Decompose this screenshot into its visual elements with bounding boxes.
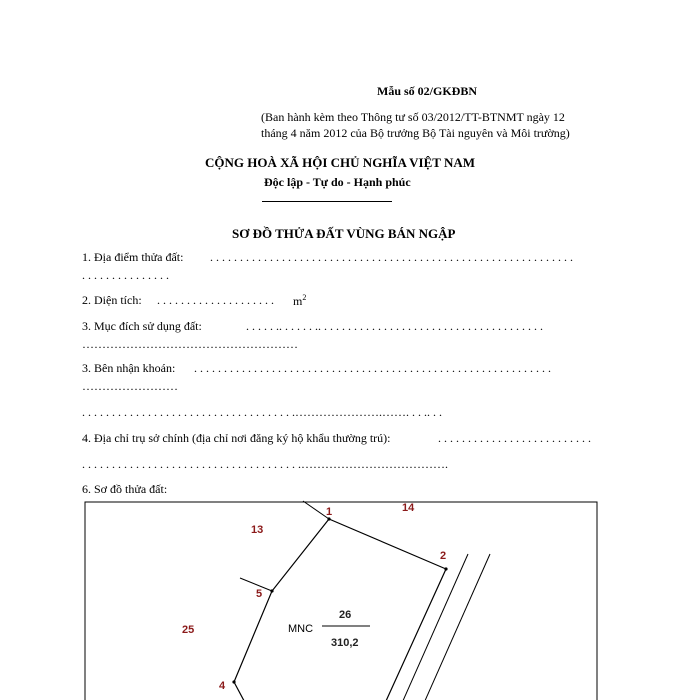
form-code: Mẫu số 02/GKĐBN — [377, 84, 478, 98]
issued-note-line2: tháng 4 năm 2012 của Bộ trưởng Bộ Tài nguyên và Môi trường) — [261, 126, 570, 140]
purpose-label: 3. Mục đích sử dụng đất: — [82, 319, 202, 333]
road-edge-2 — [420, 554, 490, 700]
point-4-label: 4 — [219, 680, 226, 692]
point-2-label: 2 — [440, 550, 447, 562]
address-label: 4. Địa chỉ trụ sở chính (địa chỉ nơi đăng ký hộ khẩu thường trú): — [82, 431, 391, 445]
purpose-fill-line2[interactable]: ……………………………………………… — [82, 337, 298, 351]
purpose-fill-line1[interactable]: . . . . . .. . . . . . .. . . . . . . . . . . . . . . . . . . . . . . . . . . . . . . . . . . . . . — [246, 319, 543, 333]
neighbor-14-label: 14 — [402, 502, 415, 514]
parcel-boundary-west — [234, 519, 329, 700]
document-title: SƠ ĐỒ THỬA ĐẤT VÙNG BÁN NGẬP — [232, 226, 456, 241]
nation-title: CỘNG HOÀ XÃ HỘI CHỦ NGHĨA VIỆT NAM — [205, 155, 476, 170]
recipient-label: 3. Bên nhận khoán: — [82, 361, 176, 375]
parcel-area-value: 310,2 — [331, 637, 359, 649]
neighbor-25-label: 25 — [182, 624, 195, 636]
recipient-fill-line2[interactable]: …………………… — [82, 379, 178, 393]
recipient-fill-line1[interactable]: . . . . . . . . . . . . . . . . . . . . . . . . . . . . . . . . . . . . . . . . . . . . . . . . . . . . . . . . . . . . — [194, 361, 551, 375]
address-fill-line2[interactable]: . . . . . . . . . . . . . . . . . . . . . . . . . . . . . . . . . . . . .………………………………. — [82, 457, 448, 471]
sketch-label: 6. Sơ đồ thửa đất: — [82, 482, 168, 496]
parcel-number: 26 — [339, 609, 352, 621]
sketch-frame — [85, 502, 597, 700]
location-fill-line2[interactable]: . . . . . . . . . . . . . . . — [82, 268, 169, 282]
point-1-label: 1 — [326, 506, 333, 518]
location-label: 1. Địa điểm thửa đất: — [82, 250, 184, 264]
area-unit: $m^2$ — [293, 293, 307, 308]
point-5-label: 5 — [256, 588, 263, 600]
location-fill-line1[interactable]: . . . . . . . . . . . . . . . . . . . . . . . . . . . . . . . . . . . . . . . . . . . . . . . . . . . . . . . . . . . . . — [210, 250, 573, 264]
recipient-fill-line3[interactable]: . . . . . . . . . . . . . . . . . . . . . . . . . . . . . . . . . . . .………………….……. . . .. . . — [82, 405, 442, 419]
area-label: 2. Diện tích: — [82, 293, 142, 307]
motto: Độc lập - Tự do - Hạnh phúc — [264, 175, 411, 189]
land-use-code: MNC — [288, 623, 314, 635]
area-fill[interactable]: . . . . . . . . . . . . . . . . . . . . — [157, 293, 274, 307]
neighbor-13-label: 13 — [251, 524, 264, 536]
address-fill-line1[interactable]: . . . . . . . . . . . . . . . . . . . . . . . . . . — [438, 431, 591, 445]
issued-note-line1: (Ban hành kèm theo Thông tư số 03/2012/TT-BTNMT ngày 12 — [261, 110, 565, 124]
